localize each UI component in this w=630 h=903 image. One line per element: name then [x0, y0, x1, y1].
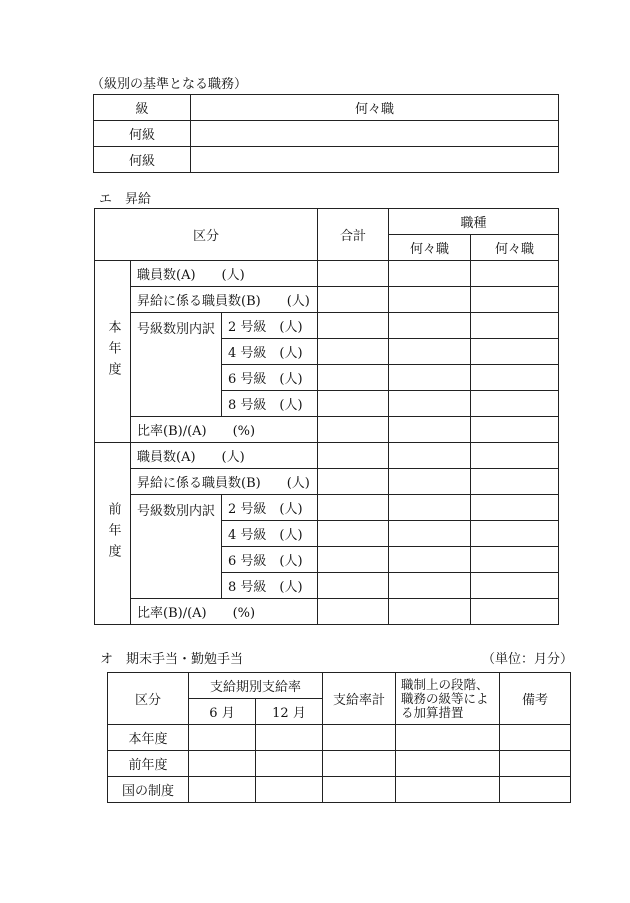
header-job-2: 何々職: [471, 235, 559, 261]
grade-row-label: 6 号級 (人): [222, 547, 318, 573]
empty-cell: [191, 121, 559, 147]
staff-count-label: 職員数(A) (人): [131, 443, 318, 469]
header-grade: 級: [94, 95, 191, 121]
section-label-last-year: 前年度: [95, 443, 131, 625]
row-label-national: 国の制度: [108, 777, 189, 803]
row-label-this-year: 本年度: [108, 725, 189, 751]
row-label: 何級: [94, 147, 191, 173]
row-label: 何級: [94, 121, 191, 147]
raise-table: [94, 208, 559, 625]
row-label-last-year: 前年度: [108, 751, 189, 777]
section-label-this-year: 本年度: [95, 261, 131, 443]
header-job: 何々職: [191, 95, 559, 121]
grade-row-label: 2 号級 (人): [222, 495, 318, 521]
bonus-table: [107, 672, 571, 803]
grade-breakdown-label: 号級数別内訳: [131, 495, 222, 599]
grade-row-label: 4 号級 (人): [222, 339, 318, 365]
header-june: 6 月: [189, 699, 256, 725]
raise-staff-label: 昇給に係る職員数(B) (人): [131, 287, 318, 313]
header-remarks: 備考: [500, 673, 571, 725]
header-rate-total: 支給率計: [323, 673, 396, 725]
grade-basis-table: [93, 94, 559, 173]
header-job-1: 何々職: [389, 235, 471, 261]
header-total: 合計: [318, 209, 389, 261]
caption-raise: エ 昇給: [99, 192, 152, 207]
header-december: 12 月: [256, 699, 323, 725]
grade-row-label: 8 号級 (人): [222, 573, 318, 599]
ratio-label: 比率(B)/(A) (%): [131, 417, 318, 443]
raise-staff-label: 昇給に係る職員数(B) (人): [131, 469, 318, 495]
header-kubun: 区分: [108, 673, 189, 725]
ratio-label: 比率(B)/(A) (%): [131, 599, 318, 625]
grade-row-label: 6 号級 (人): [222, 365, 318, 391]
grade-row-label: 2 号級 (人): [222, 313, 318, 339]
header-kubun: 区分: [95, 209, 318, 261]
header-period-rate: 支給期別支給率: [189, 673, 323, 699]
header-addition-measure: 職制上の段階、職務の級等による加算措置: [396, 673, 500, 725]
caption-grade-basis: （級別の基準となる職務）: [91, 77, 248, 92]
empty-cell: [191, 147, 559, 173]
staff-count-label: 職員数(A) (人): [131, 261, 318, 287]
header-job-types: 職種: [389, 209, 559, 235]
caption-bonus: オ 期末手当・勤勉手当: [100, 652, 244, 667]
unit-note: （単位：月分）: [482, 652, 574, 667]
grade-row-label: 4 号級 (人): [222, 521, 318, 547]
grade-row-label: 8 号級 (人): [222, 391, 318, 417]
grade-breakdown-label: 号級数別内訳: [131, 313, 222, 417]
